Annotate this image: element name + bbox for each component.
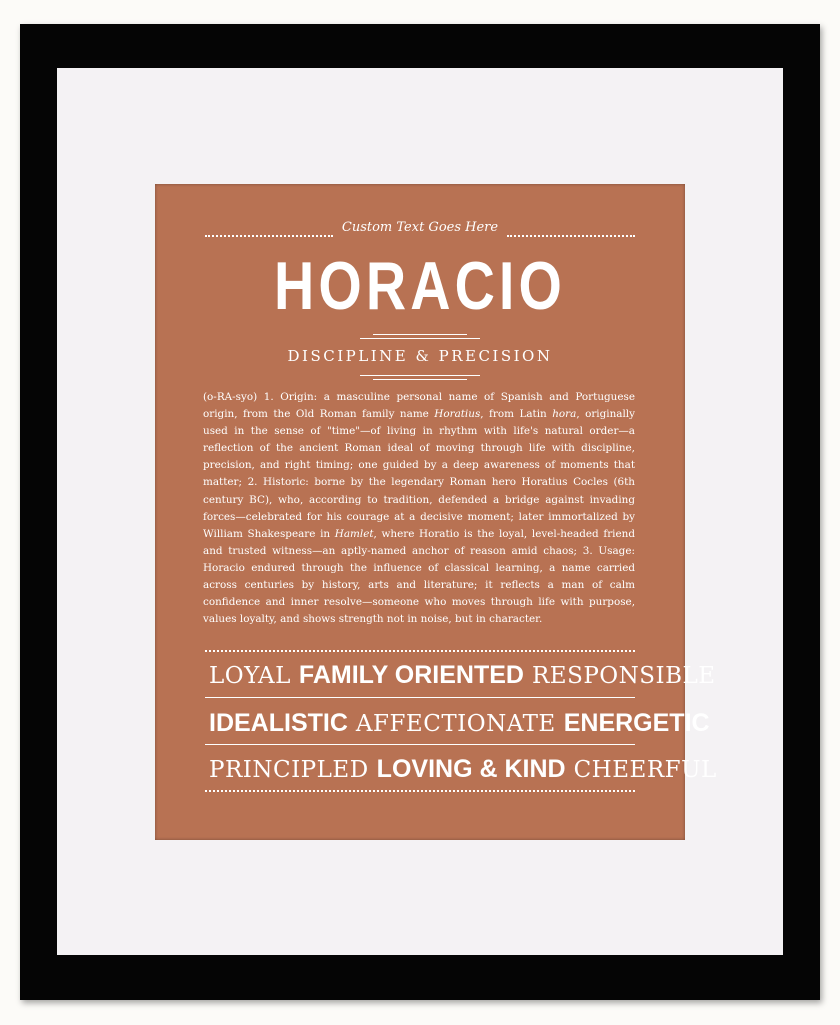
custom-text: Custom Text Goes Here <box>341 220 499 235</box>
trait: IDEALISTIC <box>209 709 348 737</box>
trait: LOYAL <box>209 663 291 689</box>
name-title: HORACIO <box>273 248 566 324</box>
name-definition: (o-RA-syo) 1. Origin: a masculine personal name of Spanish and Portuguese origin, from the Old Roman family name Horatius, from Latin hora, originally used in the sense of "time"—of living in rhythm with life's natural order—a reflection of the ancient Roman ideal of moving through life with discipline, precision, and right timing; one guided by a deep awareness of moments that matter; 2. Historic: borne by the legendary Roman hero Horatius Cocles (6th century BC), who, according to tradition, defended a bridge against invading forces—celebrated for his courage at a decisive moment; later immortalized by William Shakespeare in Hamlet, where Horatio is the loyal, level-headed friend and trusted witness—an aptly-named anchor of reason amid chaos; 3. Usage: Horacio endured through the influence of classical learning, a name carried across centuries by history, arts and literature; it reflects a man of calm confidence and inner resolve—someone who moves through life with purpose, values loyalty, and shows strength not in noise, but in character. <box>203 391 635 626</box>
title-rule-upper <box>373 334 467 335</box>
subtitle-rule-lower <box>373 379 467 380</box>
custom-text-row <box>205 221 635 241</box>
trait: LOVING & KIND <box>376 755 566 783</box>
subtitle-rule-lower-wide <box>360 375 480 376</box>
traits-rule <box>205 744 635 745</box>
traits-row-1 <box>205 654 716 694</box>
traits-rule <box>205 697 635 698</box>
traits-row-2 <box>205 702 710 742</box>
trait: AFFECTIONATE <box>355 711 556 737</box>
trait: CHEERFUL <box>573 757 717 783</box>
trait: FAMILY ORIENTED <box>298 661 524 689</box>
title-rule-upper-wide <box>360 338 480 339</box>
pronunciation: (o-RA-syo) <box>203 391 258 403</box>
name-subtitle: DISCIPLINE & PRECISION <box>287 347 553 365</box>
name-print-panel <box>155 184 717 840</box>
trait: PRINCIPLED <box>209 757 369 783</box>
trait: RESPONSIBLE <box>531 663 716 689</box>
traits-row-3 <box>205 748 717 788</box>
trait: ENERGETIC <box>563 709 710 737</box>
